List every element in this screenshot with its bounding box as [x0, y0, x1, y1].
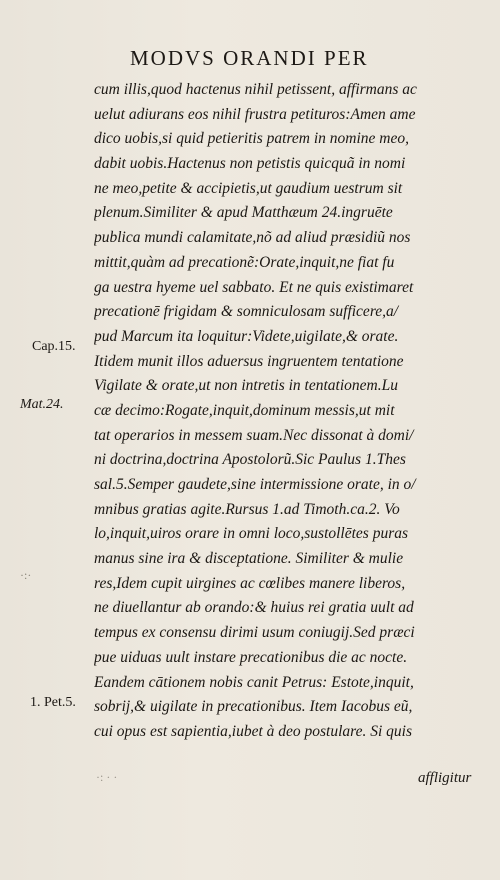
text-line: pue uiduas uult instare precationibus die ac nocte.: [94, 648, 408, 666]
text-line: manus sine ira & disceptatione. Similiter & mulie: [94, 550, 404, 568]
text-line: ne diuellantur ab orando:& huius rei gratia uult ad: [94, 599, 414, 617]
text-line: plenum.Similiter & apud Matthæum 24.ingruēte: [94, 204, 393, 222]
text-line: precationē frigidam & somniculosam sufficere,a/: [94, 303, 399, 321]
running-head: MODVS ORANDI PER: [130, 46, 369, 70]
text-line: ne meo,petite & accipietis,ut gaudium uestrum sit: [94, 179, 403, 197]
text-line: Itidem munit illos aduersus ingruentem tentatione: [94, 352, 404, 370]
text-line: ga uestra hyeme uel sabbato. Et ne quis existimaret: [94, 278, 414, 296]
faint-bottom-mark: ·: · ·: [96, 770, 118, 784]
text-line: sal.5.Semper gaudete,sine intermissione orate, in o/: [94, 476, 416, 493]
body-text: [94, 78, 492, 745]
margin-note-cap: Cap.15.: [32, 339, 76, 354]
text-line: dico uobis,si quid petieritis patrem in nomine meo,: [94, 130, 409, 148]
text-line: cæ decimo:Rogate,inquit,dominum messis,ut mit: [94, 401, 395, 419]
text-line: lo,inquit,uiros orare in omni loco,sustollētes puras: [94, 525, 409, 543]
text-line: cui opus est sapientia,iubet à deo postulare. Si quis: [94, 722, 413, 740]
text-line: mnibus gratias agite.Rursus 1.ad Timoth.ca.2. Vo: [94, 500, 400, 518]
margin-note-mat: Mat.24.: [20, 397, 64, 412]
text-line: res,Idem cupit uirgines ac cœlibes manere liberos,: [94, 574, 406, 592]
text-line: tat operarios in messem suam.Nec dissonat à domi/: [94, 426, 414, 444]
text-line: ni doctrina,doctrina Apostolorũ.Sic Paulus 1.Thes: [94, 451, 406, 469]
text-line: dabit uobis.Hactenus non petistis quicquã in nomi: [94, 155, 406, 173]
text-line: tempus ex consensu dirimi usum coniugij.Sed præci: [94, 624, 415, 642]
text-line: publica mundi calamitate,nõ ad aliud præsidiũ nos: [94, 229, 411, 247]
catchword: affligitur: [418, 770, 472, 786]
margin-note-pet: 1. Pet.5.: [30, 695, 76, 710]
text-line: pud Marcum ita loquitur:Videte,uigilate,& orate.: [94, 327, 399, 345]
text-line: uelut adiurans eos nihil frustra petituros:Amen ame: [94, 105, 416, 123]
text-line: cum illis,quod hactenus nihil petissent, affirmans ac: [94, 81, 417, 98]
text-line: Vigilate & orate,ut non intretis in tentationem.Lu: [94, 377, 398, 395]
text-line: sobrij,& uigilate in precationibus. Item Iacobus eũ,: [94, 698, 413, 716]
margin-faint-mark: ·:·: [20, 568, 32, 582]
text-line: mittit,quàm ad precationẽ:Orate,inquit,ne fiat fu: [94, 253, 395, 271]
text-line: Eandem cātionem nobis canit Petrus: Estote,inquit,: [94, 673, 414, 691]
